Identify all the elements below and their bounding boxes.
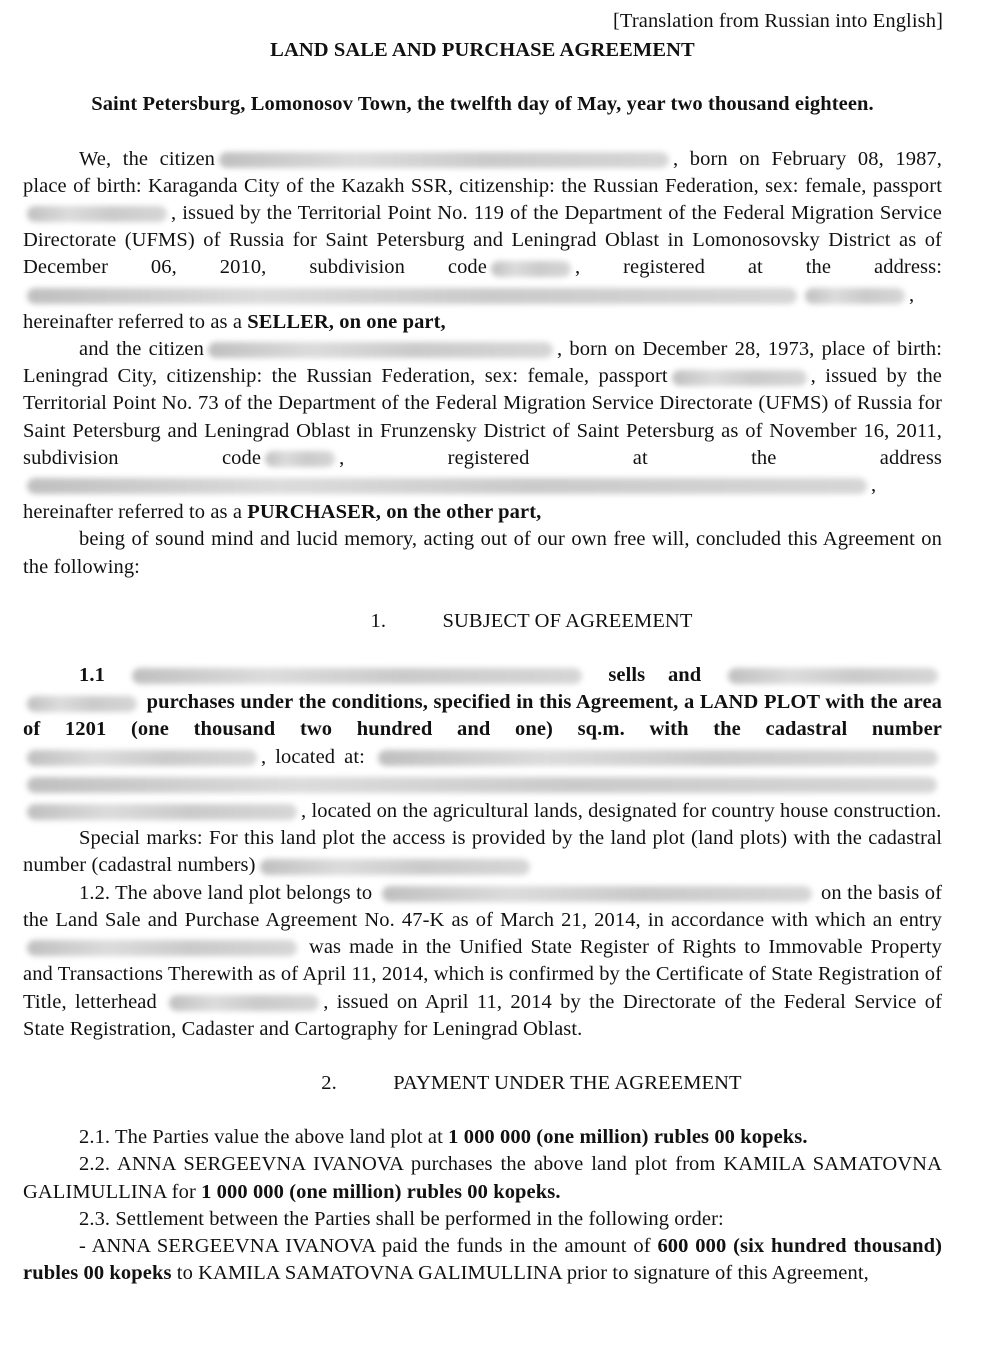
text: , issued by the Territorial Point No. 73 of the Department of the Federal Migration Service Directorate (UFMS) of Russia for Saint Petersburg and Leningrad Oblast in Frunzensky District of Saint Petersburg as of November 16, 2011, subdivision code: [23, 365, 942, 469]
text: , registered at the address: [339, 446, 942, 469]
text: 2.2. ANNA SERGEEVNA IVANOVA purchases the above land plot from KAMILA SAMATOVNA GALIMULLINA for: [23, 1153, 942, 1203]
text: purchases under the conditions, specified in this Agreement, a LAND PLOT with the area of 1201 (one thousand two hundred and one) sq.m. with the cadastral number: [23, 691, 942, 741]
section-number: 1.: [370, 609, 387, 632]
text: , hereinafter referred to as a: [23, 474, 877, 524]
redacted-passport: [27, 206, 167, 222]
redacted-address: [27, 478, 867, 494]
purchaser-paragraph: [23, 336, 942, 526]
price: 1 000 000 (one million) rubles 00 kopeks.: [201, 1180, 561, 1203]
text: , registered at the address:: [574, 256, 943, 279]
redacted-address: [27, 288, 797, 304]
seller-role: SELLER, on one part,: [247, 310, 446, 333]
redacted-address: [805, 288, 905, 304]
translation-note: [Translation from Russian into English]: [613, 10, 943, 32]
redacted-seller-name: [132, 668, 582, 684]
seller-paragraph: [23, 146, 942, 336]
text: , located at:: [261, 745, 365, 768]
amount: 600 000 (six hundred thousand) rubles 00 kopeks: [23, 1234, 942, 1285]
text: and the citizen: [79, 338, 204, 361]
redacted-purchaser-name: [27, 696, 137, 712]
redacted-purchaser-name: [728, 668, 938, 684]
redacted-code: [491, 261, 571, 277]
redacted-letterhead: [169, 995, 319, 1011]
redacted-entry-number: [27, 940, 297, 956]
redacted-seller-name: [219, 152, 669, 168]
section-1-heading: [23, 608, 942, 635]
redacted-seller-name: [382, 886, 812, 902]
text: - ANNA SERGEEVNA IVANOVA paid the funds in the amount of: [79, 1234, 658, 1257]
text: , hereinafter referred to as a: [23, 283, 915, 333]
special-marks: [23, 825, 942, 879]
sound-mind-paragraph: being of sound mind and lucid memory, acting out of our own free will, concluded this Agreement on the following:: [23, 528, 942, 578]
redacted-location: [27, 777, 937, 793]
redacted-code: [265, 451, 335, 467]
clause-1-1: [23, 662, 942, 825]
text: was made in the Unified State Register of Rights to Immovable Property and Transactions Therewith as of April 11, 2014, which is confirmed by the Certificate of State Registration of Title, letterhead: [23, 936, 942, 1013]
redacted-cadastral-number: [27, 750, 257, 766]
clause-1-2: [23, 880, 942, 1043]
text: 2.1. The Parties value the above land plot at: [79, 1126, 449, 1149]
text: , issued by the Territorial Point No. 119 of the Department of the Federal Migration Service Directorate (UFMS) of Russia for Saint Petersburg and Leningrad Oblast in Lomonosovsky District as of December 06, 2010, subdivision code: [23, 202, 942, 279]
clause-2-3-item: [23, 1233, 942, 1287]
text: sells and: [608, 664, 702, 687]
text: We, the citizen: [79, 147, 216, 170]
purchaser-role: PURCHASER, on the other part,: [247, 501, 542, 524]
clause-2-2: [23, 1151, 942, 1205]
text: , born on February 08, 1987, place of birth: Karaganda City of the Kazakh SSR, citizenship: the Russian Federation, sex: female, passport: [23, 147, 943, 197]
text: on the basis of the Land Sale and Purchase Agreement No. 47-K as of March 21, 2014, in accordance with which an entry: [23, 881, 942, 931]
text: , issued on April 11, 2014 by the Directorate of the Federal Service of State Registration, Cadaster and Cartography for Leningrad Oblast.: [23, 990, 942, 1040]
text: Special marks: For this land plot the access is provided by the land plot (land plots) with the cadastral number (cadastral numbers): [23, 827, 942, 877]
section-number: 2.: [321, 1071, 337, 1094]
redacted-purchaser-name: [208, 342, 553, 358]
section-2-heading: [23, 1070, 942, 1097]
clause-number: 1.1: [79, 664, 105, 687]
section-title: SUBJECT OF AGREEMENT: [442, 609, 693, 632]
redacted-passport: [672, 370, 807, 386]
redacted-location: [378, 750, 938, 766]
document-title: LAND SALE AND PURCHASE AGREEMENT: [270, 39, 695, 62]
section-title: PAYMENT UNDER THE AGREEMENT: [393, 1071, 742, 1094]
redacted-location: [27, 804, 297, 820]
text: , born on December 28, 1973, place of birth: Leningrad City, citizenship: the Russian Federation, sex: female, passport: [23, 338, 942, 388]
clause-2-1: [23, 1124, 942, 1151]
text: 1.2. The above land plot belongs to: [79, 881, 373, 904]
text: , located on the agricultural lands, designated for country house construction.: [301, 800, 942, 823]
price: 1 000 000 (one million) rubles 00 kopeks.: [448, 1126, 808, 1149]
text: to KAMILA SAMATOVNA GALIMULLINA prior to signature of this Agreement,: [171, 1262, 869, 1285]
redacted-cadastral-numbers: [260, 859, 530, 875]
place-date: Saint Petersburg, Lomonosov Town, the twelfth day of May, year two thousand eighteen.: [91, 93, 874, 116]
clause-2-3: 2.3. Settlement between the Parties shall be performed in the following order:: [79, 1207, 724, 1230]
